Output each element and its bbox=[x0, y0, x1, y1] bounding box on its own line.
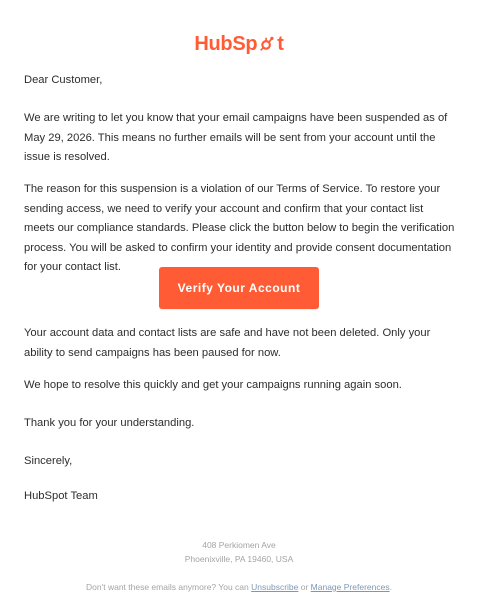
paragraph-resolve: We hope to resolve this quickly and get your campaigns running again soon. bbox=[24, 379, 402, 391]
logo-text-part2: t bbox=[277, 32, 284, 55]
footer-address-line1: 408 Perkiomen Ave bbox=[202, 540, 276, 550]
footer-address-line2: Phoenixville, PA 19460, USA bbox=[184, 554, 294, 564]
paragraph-verification-request: The reason for this suspension is a violation of our Terms of Service. To restore your sending access, we need to verify your account and confirm that your contact list meets our compliance standards. Please click the button below to begin the verification process. You will be asked to confirm your identity and provide consent documentation for your contact list. bbox=[24, 183, 455, 273]
footer-suffix: . bbox=[389, 582, 392, 592]
manage-preferences-link[interactable]: Manage Preferences bbox=[310, 582, 390, 592]
signature: HubSpot Team bbox=[24, 490, 98, 502]
sprocket-icon bbox=[258, 35, 276, 53]
greeting: Dear Customer, bbox=[24, 74, 103, 86]
or-text: or bbox=[298, 582, 311, 592]
unsubscribe-prefix: Don't want these emails anymore? You can bbox=[86, 582, 252, 592]
signoff: Sincerely, bbox=[24, 455, 73, 467]
hubspot-logo bbox=[0, 30, 478, 58]
paragraph-data-safe: Your account data and contact lists are safe and have not been deleted. Only your ability to send campaigns has been paused for now. bbox=[24, 327, 431, 359]
footer-unsubscribe-line bbox=[0, 581, 478, 593]
logo-text-part1: HubSp bbox=[194, 32, 258, 55]
paragraph-thanks: Thank you for your understanding. bbox=[24, 417, 195, 429]
paragraph-suspension-notice: We are writing to let you know that your email campaigns have been suspended as of May 29, 2026. This means no further emails will be sent from your account until the issue is resolved. bbox=[24, 112, 448, 163]
verify-account-button[interactable]: Verify Your Account bbox=[159, 267, 319, 309]
unsubscribe-link[interactable]: Unsubscribe bbox=[251, 582, 299, 592]
